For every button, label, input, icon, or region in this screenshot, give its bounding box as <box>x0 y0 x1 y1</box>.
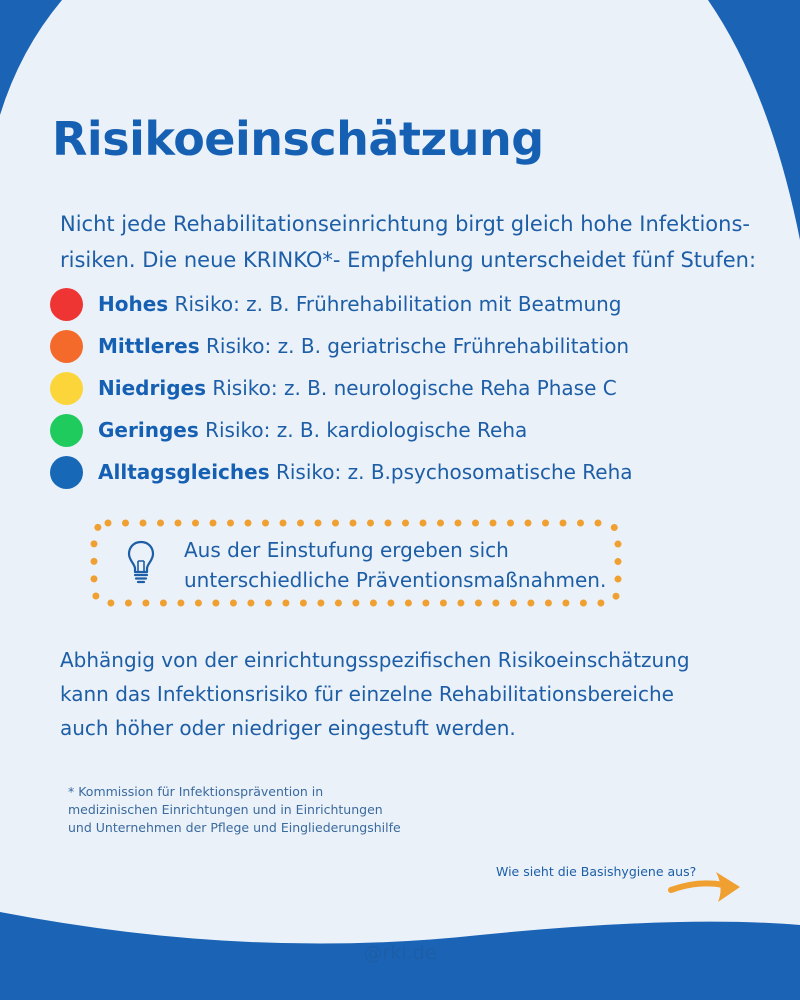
intro-line-2: risiken. Die neue KRINKO*- Empfehlung unterscheidet fünf Stufen: <box>60 248 757 272</box>
arrow-right-icon[interactable] <box>668 868 744 908</box>
callout-line-1: Aus der Einstufung ergeben sich <box>184 538 509 562</box>
body-line-2: kann das Infektionsrisiko für einzelne Rehabilitationsbereiche <box>60 682 674 706</box>
body-line-3: auch höher oder niedriger eingestuft werden. <box>60 716 516 740</box>
risk-level-description: Risiko: z. B. Frührehabilitation mit Beatmung <box>168 292 622 316</box>
risk-level-medium <box>50 325 770 367</box>
risk-level-name: Hohes <box>98 292 169 316</box>
blue-dot-icon <box>50 456 83 489</box>
body-paragraph <box>60 643 760 745</box>
next-slide-link[interactable]: Wie sieht die Basishygiene aus? <box>496 864 697 879</box>
risk-level-everyday <box>50 451 770 493</box>
risk-level-name: Niedriges <box>98 376 206 400</box>
intro-line-1: Nicht jede Rehabilitationseinrichtung birgt gleich hohe Infektions- <box>60 212 750 236</box>
risk-level-name: Geringes <box>98 418 199 442</box>
risk-level-name: Alltagsgleiches <box>98 460 270 484</box>
info-callout <box>88 517 624 609</box>
risk-level-description: Risiko: z. B. geriatrische Frührehabilitation <box>199 334 630 358</box>
page-title: Risikoeinschätzung <box>52 112 544 166</box>
risk-level-low <box>50 367 770 409</box>
risk-level-description: Risiko: z. B. neurologische Reha Phase C <box>205 376 617 400</box>
risk-level-high <box>50 283 770 325</box>
footnote-line-2: medizinischen Einrichtungen und in Einrichtungen <box>68 802 383 817</box>
risk-level-description: Risiko: z. B. kardiologische Reha <box>198 418 528 442</box>
orange-dot-icon <box>50 330 83 363</box>
body-line-1: Abhängig von der einrichtungsspezifischen Risikoeinschätzung <box>60 648 690 672</box>
risk-level-label <box>98 334 629 358</box>
risk-level-label <box>98 460 633 484</box>
intro-text <box>60 206 760 278</box>
callout-text <box>184 535 624 595</box>
lightbulb-icon <box>126 539 156 585</box>
risk-level-name: Mittleres <box>98 334 200 358</box>
risk-level-label <box>98 376 617 400</box>
risk-level-label <box>98 418 527 442</box>
footnote-line-1: * Kommission für Infektionsprävention in <box>68 784 324 799</box>
yellow-dot-icon <box>50 372 83 405</box>
risk-level-minor <box>50 409 770 451</box>
risk-level-label <box>98 292 622 316</box>
green-dot-icon <box>50 414 83 447</box>
red-dot-icon <box>50 288 83 321</box>
risk-level-list <box>50 283 770 493</box>
website-handle: @rki.de <box>363 942 437 964</box>
footnote <box>68 783 468 837</box>
footnote-line-3: und Unternehmen der Pflege und Eingliederungshilfe <box>68 820 401 835</box>
risk-level-description: Risiko: z. B.psychosomatische Reha <box>269 460 633 484</box>
callout-line-2: unterschiedliche Präventionsmaßnahmen. <box>184 568 607 592</box>
